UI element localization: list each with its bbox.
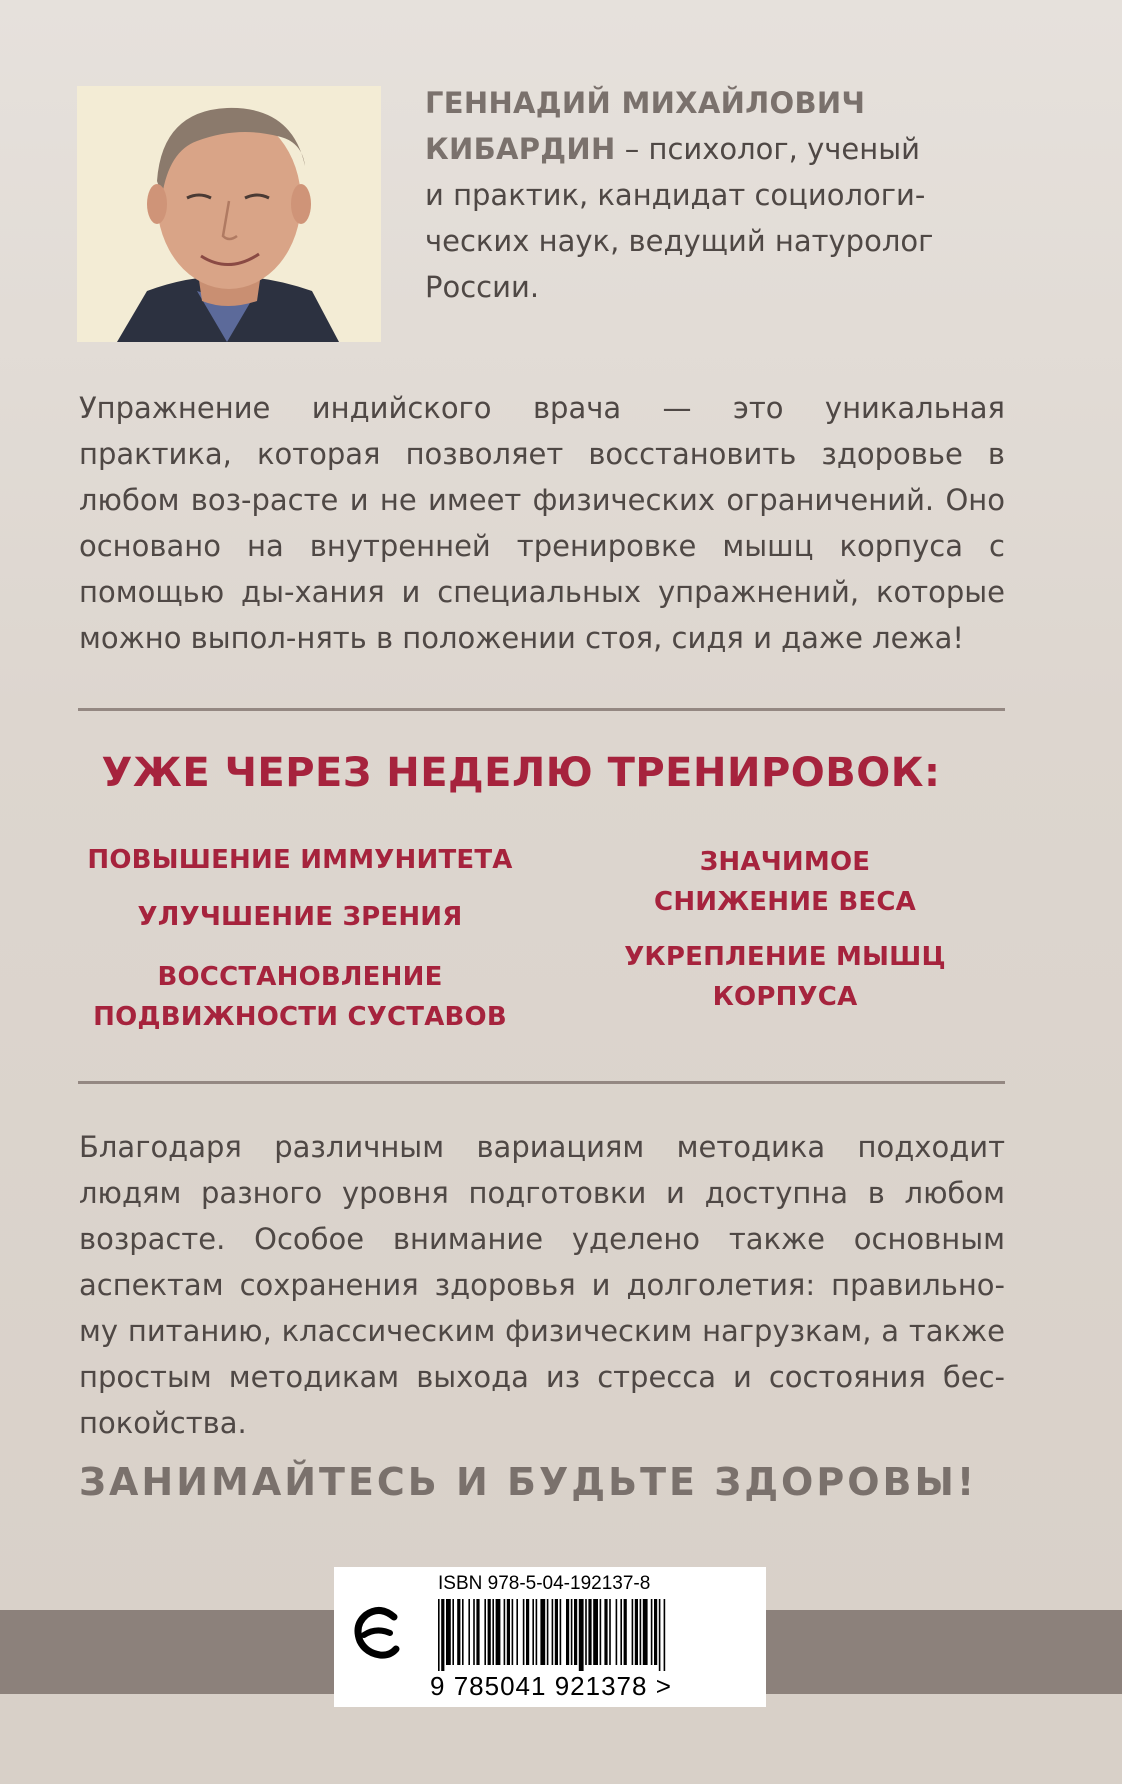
divider-top [78,708,1005,711]
benefit-vision: УЛУЧШЕНИЕ ЗРЕНИЯ [137,902,463,932]
author-bio-line2: и практик, кандидат социологи- [425,178,926,212]
divider-bottom [78,1081,1005,1084]
barcode-bars [438,1599,670,1671]
benefit-core-muscles: УКРЕПЛЕНИЕ МЫШЦ КОРПУСА [624,942,946,1012]
barcode-digits: 9 785041 921378 > [430,1671,672,1701]
closing-slogan: ЗАНИМАЙТЕСЬ И БУДЬТЕ ЗДОРОВЫ! [79,1460,978,1504]
author-name-line1: ГЕННАДИЙ МИХАЙЛОВИЧ [425,86,866,120]
benefit-weight-loss: ЗНАЧИМОЕ СНИЖЕНИЕ ВЕСА [654,847,916,917]
barcode-block [334,1567,766,1707]
author-bio [425,80,1025,310]
benefit-immunity: ПОВЫШЕНИЕ ИММУНИТЕТА [87,845,513,875]
author-bio-line4: России. [425,270,540,304]
benefit-joints: ВОССТАНОВЛЕНИЕ ПОДВИЖНОСТИ СУСТАВОВ [93,962,507,1032]
outro-paragraph: Благодаря различным вариациям методика подходит людям разного уровня подготовки и доступна в любом возрасте. Особое внимание уделено также основным аспектам сохранения здоровья и долголетия: правильно-му питанию, классическим физическим нагрузкам, а также простым методикам выхода из стресса и состояния бес-покойства. [79,1130,1005,1440]
author-bio-line1: – психолог, ученый [615,132,920,166]
author-photo [77,86,381,342]
author-bio-line3: ческих наук, ведущий натуролог [425,224,934,258]
benefits-title: УЖЕ ЧЕРЕЗ НЕДЕЛЮ ТРЕНИРОВОК: [101,750,941,796]
intro-paragraph: Упражнение индийского врача — это уникальная практика, которая позволяет восстановить здоровье в любом воз-расте и не имеет физических ограничений. Оно основано на внутренней тренировке мышц корпуса с помощью ды-хания и специальных упражнений, которые можно выпол-нять в положении стоя, сидя и даже лежа! [79,391,1005,655]
isbn-text: ISBN 978-5-04-192137-8 [438,1573,651,1594]
author-name-line2: КИБАРДИН [425,132,616,166]
publisher-logo-icon [350,1603,406,1671]
